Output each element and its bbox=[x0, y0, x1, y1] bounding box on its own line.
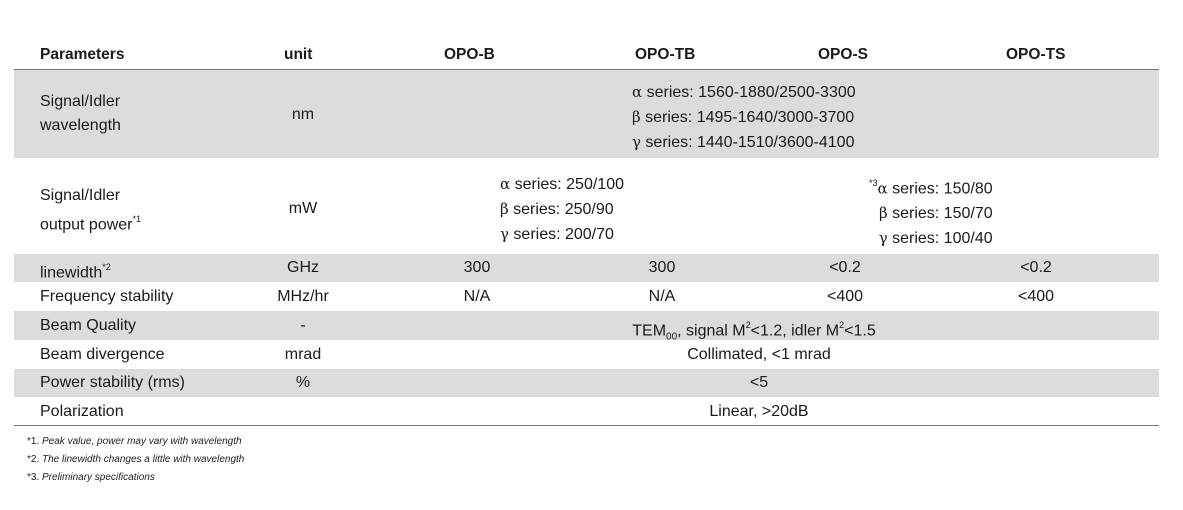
param-polarization: Polarization bbox=[40, 403, 124, 420]
table-bottom-rule bbox=[14, 425, 1159, 426]
frequency-stability-opo-ts: <400 bbox=[1017, 288, 1055, 305]
unit-output-power: mW bbox=[288, 200, 318, 217]
value-beam-divergence: Collimated, <1 mrad bbox=[687, 346, 831, 363]
frequency-stability-opo-b: N/A bbox=[463, 288, 491, 305]
row-band-beam-quality bbox=[14, 311, 1159, 340]
row-band-power-stability bbox=[14, 369, 1159, 397]
unit-beam-quality: - bbox=[300, 317, 306, 334]
wavelength-alpha: α series: 1560-1880/2500-3300 bbox=[632, 83, 856, 101]
row-band-linewidth bbox=[14, 254, 1159, 282]
value-output-power-opo-s-ts: $^{*3}$α series: 150/80 β series: 150/70 γ series: 100/40 bbox=[869, 178, 993, 248]
linewidth-opo-s: <0.2 bbox=[829, 259, 861, 276]
frequency-stability-opo-s: <400 bbox=[826, 288, 864, 305]
linewidth-opo-tb: 300 bbox=[648, 259, 676, 276]
header-opo-ts: OPO-TS bbox=[1006, 46, 1066, 63]
footnote-2: *2. The linewidth changes a little with wavelength bbox=[27, 454, 245, 465]
unit-wavelength: nm bbox=[291, 106, 315, 123]
unit-linewidth: GHz bbox=[287, 259, 319, 276]
footnote-1: *1. Peak value, power may vary with wavelength bbox=[27, 436, 242, 447]
param-beam-quality: Beam Quality bbox=[40, 317, 137, 334]
param-linewidth: linewidth$^{*2}$ bbox=[40, 262, 111, 282]
param-output-power: Signal/Idler output power$^{*1}$ bbox=[40, 187, 142, 234]
value-power-stability: <5 bbox=[749, 374, 769, 391]
header-opo-tb: OPO-TB bbox=[635, 46, 696, 63]
param-frequency-stability: Frequency stability bbox=[40, 288, 174, 305]
unit-power-stability: % bbox=[295, 374, 311, 391]
header-opo-b: OPO-B bbox=[444, 46, 495, 63]
header-parameters: Parameters bbox=[40, 46, 125, 63]
wavelength-gamma: γ series: 1440-1510/3600-4100 bbox=[632, 133, 855, 151]
linewidth-opo-ts: <0.2 bbox=[1020, 259, 1052, 276]
frequency-stability-opo-tb: N/A bbox=[648, 288, 676, 305]
value-polarization: Linear, >20dB bbox=[709, 403, 809, 420]
footnote-3: *3. Preliminary specifications bbox=[27, 472, 155, 483]
value-beam-quality: $TEM_{00}$, signal $M^2<1.2$, idler $M^2<1.5$ bbox=[632, 320, 876, 343]
wavelength-beta: β series: 1495-1640/3000-3700 bbox=[632, 108, 855, 126]
param-beam-divergence: Beam divergence bbox=[40, 346, 165, 363]
unit-frequency-stability: MHz/hr bbox=[277, 288, 329, 305]
unit-beam-divergence: mrad bbox=[284, 346, 322, 363]
param-wavelength: Signal/Idler wavelength bbox=[40, 93, 121, 134]
header-opo-s: OPO-S bbox=[818, 46, 868, 63]
header-unit: unit bbox=[284, 46, 313, 63]
value-wavelength bbox=[632, 80, 856, 155]
linewidth-opo-b: 300 bbox=[463, 259, 491, 276]
param-power-stability: Power stability (rms) bbox=[40, 374, 185, 391]
row-band-wavelength bbox=[14, 70, 1159, 158]
value-output-power-opo-b-tb: α series: 250/100 β series: 250/90 γ series: 200/70 bbox=[500, 175, 624, 243]
